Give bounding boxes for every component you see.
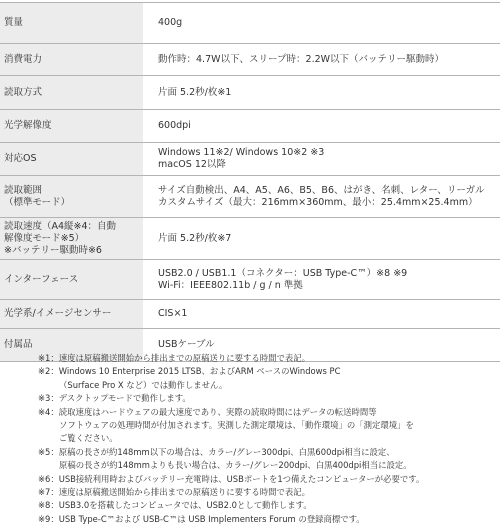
- spec-value-line: USB2.0 / USB1.1（コネクター：USB Type-C™）※8 ※9: [158, 267, 408, 279]
- footnote-line: ソフトウェアの処理時間が付加されます。実測した測定環境は、「動作環境」の「測定環境」を: [59, 420, 414, 431]
- spec-value-line: CIS×1: [158, 308, 188, 319]
- footnote-line: ※3：デスクトップモードで動作します。: [38, 393, 191, 404]
- footnote-line: ※8：USB3.0を搭載したコンピュータでは、USB2.0として動作します。: [38, 500, 312, 511]
- spec-value: [143, 110, 500, 142]
- spec-label-line: 付属品: [4, 339, 33, 350]
- spec-label-line: 質量: [4, 17, 24, 28]
- spec-value-line: 400g: [158, 17, 183, 28]
- spec-label: [0, 143, 143, 175]
- spec-label: [0, 300, 143, 328]
- spec-value: [143, 44, 500, 75]
- spec-label: [0, 218, 143, 259]
- footnote-line: ※9：USB Type-C™および USB-C™は USB Implementers Forum の登録商標です。: [38, 513, 365, 524]
- footnote-line: ご覧ください。: [59, 433, 118, 444]
- spec-label-line: インターフェース: [4, 273, 79, 285]
- spec-value: [143, 76, 500, 109]
- spec-label: [0, 260, 143, 299]
- spec-row: [0, 176, 500, 218]
- spec-value: [143, 176, 500, 217]
- spec-value-line: 片面 5.2秒/枚※7: [158, 232, 232, 244]
- spec-value-line: カスタムサイズ（最大：216mm×360mm、最小：25.4mm×25.4mm）: [158, 196, 478, 208]
- spec-label: [0, 76, 143, 109]
- spec-label-line: 読取方式: [4, 86, 43, 98]
- footnote-line: ※1：速度は原稿搬送開始から排出までの原稿送りに要する時間で表記。: [38, 353, 310, 363]
- spec-row: [0, 300, 500, 329]
- footnote-line: 原稿の長さが約148mmよりも長い場合は、カラー/グレー200dpi、白黒400dpi相当に設定。: [59, 460, 412, 471]
- footnote-line: （Surface Pro X など）では動作しません。: [59, 379, 228, 390]
- spec-label-line: 読取範囲: [4, 184, 43, 196]
- spec-row: [0, 143, 500, 176]
- spec-value-line: USBケーブル: [158, 339, 215, 350]
- spec-label-line: 光学系/イメージセンサー: [4, 308, 112, 319]
- spec-value: [143, 260, 500, 299]
- footnote-line: ※6：USB接続利用時およびバッテリー充電時は、USBポートを1つ備えたコンピューターが必要です。: [38, 473, 425, 484]
- spec-label: [0, 44, 143, 75]
- spec-label-line: 消費電力: [4, 53, 43, 65]
- spec-label: [0, 176, 143, 217]
- spec-value-line: 600dpi: [158, 120, 191, 131]
- spec-value-line: Windows 11※2/ Windows 10※2 ※3: [158, 147, 325, 158]
- spec-value-line: 動作時：4.7W以下、スリープ時：2.2W以下（バッテリー駆動時）: [158, 53, 445, 65]
- spec-label: [0, 110, 143, 142]
- spec-label-line: ※バッテリー駆動時※6: [4, 244, 102, 256]
- footnote-line: ※2：Windows 10 Enterprise 2015 LTSB、およびARM ベースのWindows PC: [38, 366, 341, 377]
- spec-table: [0, 2, 500, 362]
- spec-value-line: サイズ自動検出、A4、A5、A6、B5、B6、はがき、名刺、レター、リーガル: [158, 184, 485, 196]
- footnote-line: ※4：読取速度はハードウェアの最大速度であり、実際の読取時間にはデータの転送時間等: [38, 406, 377, 417]
- spec-value: [143, 3, 500, 43]
- footnote-line: ※5：原稿の長さが約148mm以下の場合は、カラー/グレー300dpi、白黒600dpi相当に設定、: [38, 446, 395, 457]
- spec-row: [0, 218, 500, 260]
- spec-row: [0, 76, 500, 110]
- spec-value: [143, 300, 500, 328]
- spec-value: [143, 218, 500, 259]
- spec-value-line: Wi-Fi：IEEE802.11b / g / n 準拠: [158, 279, 303, 291]
- spec-row: [0, 3, 500, 44]
- spec-label-line: 読取速度（A4縦※4：自動: [4, 220, 117, 232]
- spec-label-line: （標準モード）: [4, 196, 71, 208]
- spec-label-line: 対応OS: [4, 153, 37, 164]
- spec-row: [0, 110, 500, 143]
- spec-value-line: macOS 12以降: [158, 159, 226, 170]
- spec-label-line: 解像度モード※5）: [4, 232, 85, 244]
- spec-label-line: 光学解像度: [4, 120, 52, 131]
- spec-value-line: 片面 5.2秒/枚※1: [158, 86, 232, 98]
- footnote-line: ※7：速度は原稿搬送開始から排出までの原稿送りに要する時間で表記。: [38, 487, 310, 498]
- spec-label: [0, 3, 143, 43]
- spec-row: [0, 44, 500, 76]
- spec-row: [0, 260, 500, 300]
- spec-value: [143, 143, 500, 175]
